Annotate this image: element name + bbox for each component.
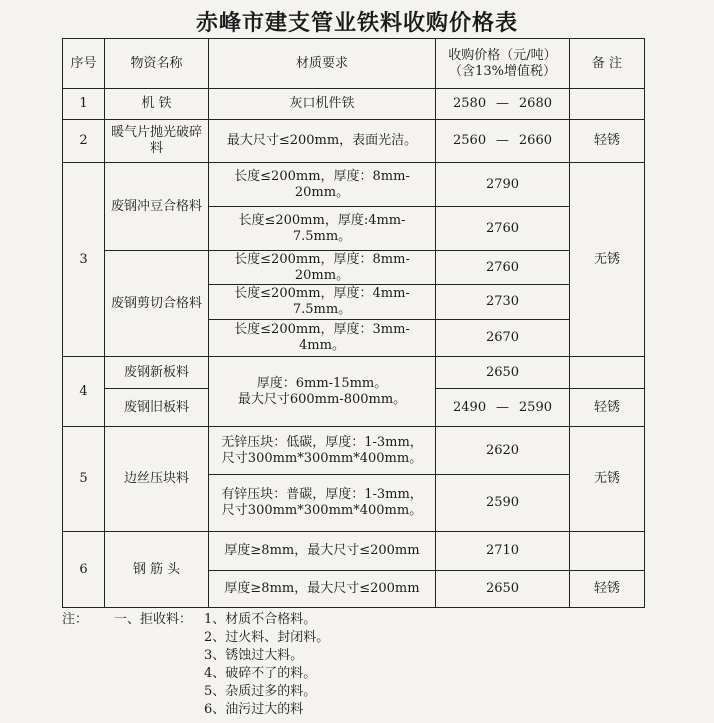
item-note: [570, 89, 645, 120]
item-requirement: 无锌压块：低碳，厚度：1-3mm， 尺寸300mm*300mm*400mm。: [209, 427, 436, 475]
row-seq: 4: [63, 357, 105, 427]
item-requirement: 厚度：6mm-15mm。 最大尺寸600mm-800mm。: [209, 357, 436, 427]
item-name: 废钢新板料: [105, 357, 209, 389]
item-requirement: 灰口机件铁: [209, 89, 436, 120]
notes-section-title: 一、拒收料：: [114, 612, 193, 627]
item-name: 机 铁: [105, 89, 209, 120]
item-name: 废钢旧板料: [105, 389, 209, 427]
table-row: [63, 427, 645, 475]
item-requirement: 有锌压块：普碳，厚度：1-3mm， 尺寸300mm*300mm*400mm。: [209, 475, 436, 532]
item-price: 2580 — 2680: [436, 89, 570, 120]
item-note: 轻锈: [570, 571, 645, 608]
item-name: 钢 筋 头: [105, 532, 209, 608]
item-price: 2650: [436, 357, 570, 389]
item-price: 2760: [436, 207, 570, 251]
row-seq: 2: [63, 120, 105, 163]
item-price: 2490 — 2590: [436, 389, 570, 427]
list-item: 4、破碎不了的料。: [204, 666, 317, 681]
item-note: 轻锈: [570, 389, 645, 427]
item-requirement: 厚度≥8mm，最大尺寸≤200mm: [209, 571, 436, 608]
header-name: 物资名称: [105, 39, 209, 89]
item-note: 无锈: [570, 163, 645, 357]
row-seq: 5: [63, 427, 105, 532]
item-name: 暖气片抛光破碎料: [105, 120, 209, 163]
item-name: 边丝压块料: [105, 427, 209, 532]
page-title: 赤峰市建支管业铁料收购价格表: [195, 10, 518, 36]
row-seq: 3: [63, 163, 105, 357]
item-price: 2590: [436, 475, 570, 532]
item-price: 2650: [436, 571, 570, 608]
header-price: 收购价格（元/吨） （含13%增值税）: [436, 39, 570, 89]
notes-section: [62, 611, 329, 719]
table-row: [63, 120, 645, 163]
row-seq: 6: [63, 532, 105, 608]
item-requirement: 长度≤200mm，厚度:4mm-7.5mm。: [209, 207, 436, 251]
item-price: 2560 — 2660: [436, 120, 570, 163]
item-requirement: 长度≤200mm，厚度：3mm-4mm。: [209, 320, 436, 357]
item-requirement: 长度≤200mm，厚度：8mm-20mm。: [209, 251, 436, 285]
list-item: 1、材质不合格料。: [204, 612, 317, 627]
item-requirement: 厚度≥8mm，最大尺寸≤200mm: [209, 532, 436, 571]
table-row: [63, 163, 645, 207]
header-note: 备 注: [570, 39, 645, 89]
price-table: [62, 38, 645, 608]
item-price: 2790: [436, 163, 570, 207]
item-price: 2760: [436, 251, 570, 285]
table-row: [63, 532, 645, 571]
notes-label: 注：: [62, 612, 89, 627]
item-requirement: 最大尺寸≤200mm，表面光洁。: [209, 120, 436, 163]
item-note: [570, 532, 645, 571]
list-item: 6、油污过大的料: [204, 702, 304, 717]
item-price: 2670: [436, 320, 570, 357]
list-item: 2、过火料、封闭料。: [204, 630, 330, 645]
item-price: 2620: [436, 427, 570, 475]
list-item: 5、杂质过多的料。: [204, 684, 317, 699]
item-requirement: 长度≤200mm，厚度：8mm-20mm。: [209, 163, 436, 207]
header-seq: 序号: [63, 39, 105, 89]
item-requirement: 长度≤200mm，厚度：4mm-7.5mm。: [209, 285, 436, 320]
table-row: [63, 357, 645, 389]
item-price: 2730: [436, 285, 570, 320]
item-name: 废钢剪切合格料: [105, 251, 209, 357]
item-note: 无锈: [570, 427, 645, 532]
header-requirement: 材质要求: [209, 39, 436, 89]
table-row: [63, 89, 645, 120]
table-row: [63, 251, 645, 285]
item-price: 2710: [436, 532, 570, 571]
item-name: 废钢冲豆合格料: [105, 163, 209, 251]
table-header-row: [63, 39, 645, 89]
item-note: 轻锈: [570, 120, 645, 163]
item-note: [570, 357, 645, 389]
list-item: 3、锈蚀过大料。: [204, 648, 304, 663]
row-seq: 1: [63, 89, 105, 120]
